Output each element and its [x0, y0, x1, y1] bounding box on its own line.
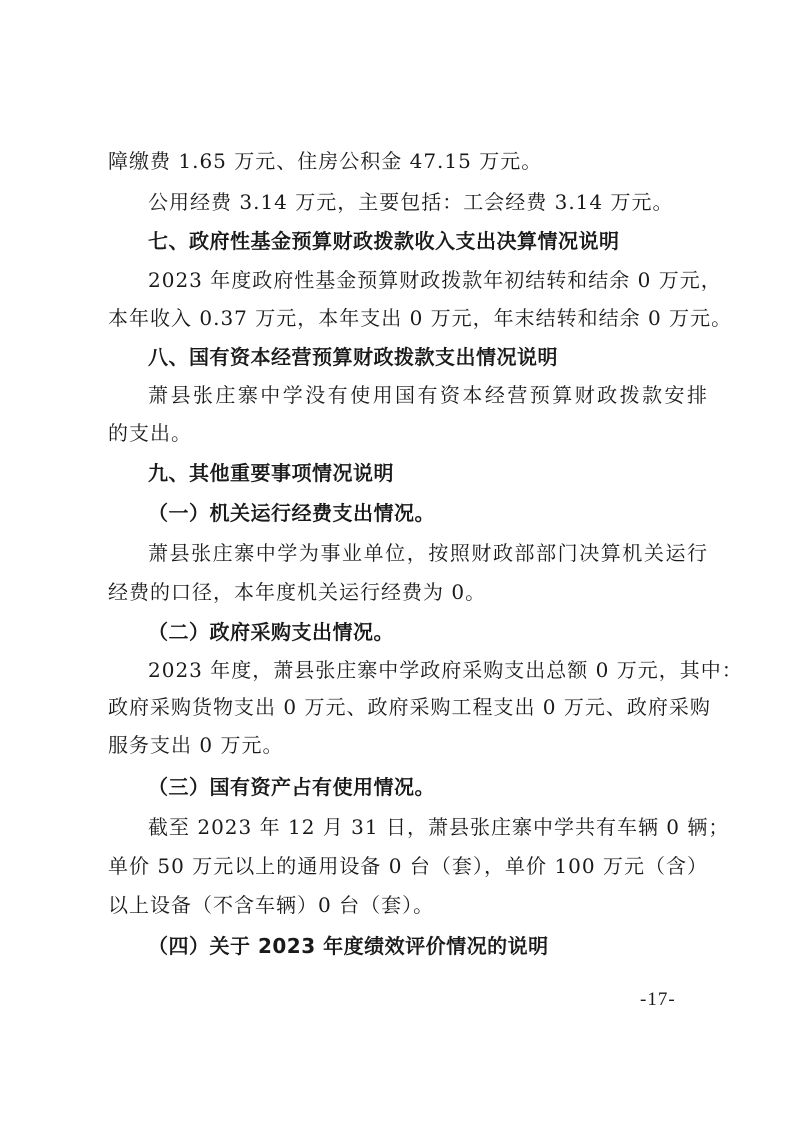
paragraph-line: 公用经费 3.14 万元，主要包括：工会经费 3.14 万元。: [148, 190, 674, 214]
paragraph-line: 单价 50 万元以上的通用设备 0 台（套），单价 100 万元（含）: [108, 854, 708, 878]
paragraph-line: 萧县张庄寨中学没有使用国有资本经营预算财政拨款安排: [148, 383, 708, 407]
section-heading: 七、政府性基金预算财政拨款收入支出决算情况说明: [148, 229, 620, 253]
subsection-heading: （一）机关运行经费支出情况。: [148, 501, 435, 525]
subsection-heading: （三）国有资产占有使用情况。: [148, 775, 435, 799]
paragraph-line: 2023 年度政府性基金预算财政拨款年初结转和结余 0 万元，: [148, 268, 722, 292]
paragraph-line: 2023 年度，萧县张庄寨中学政府采购支出总额 0 万元，其中：: [148, 658, 743, 682]
paragraph-line: 以上设备（不含车辆）0 台（套）。: [108, 893, 435, 917]
subsection-heading: （二）政府采购支出情况。: [148, 620, 394, 644]
paragraph-line: 截至 2023 年 12 月 31 日，萧县张庄寨中学共有车辆 0 辆；: [148, 815, 730, 839]
section-heading: 九、其他重要事项情况说明: [148, 461, 394, 485]
paragraph-line: 障缴费 1.65 万元、住房公积金 47.15 万元。: [108, 149, 543, 173]
paragraph-line: 萧县张庄寨中学为事业单位，按照财政部部门决算机关运行: [148, 541, 708, 565]
page-number: -17-: [640, 989, 676, 1010]
paragraph-line: 政府采购货物支出 0 万元、政府采购工程支出 0 万元、政府采购: [108, 695, 711, 719]
paragraph-line: 本年收入 0.37 万元，本年支出 0 万元，年末结转和结余 0 万元。: [108, 306, 733, 330]
section-heading: 八、国有资本经营预算财政拨款支出情况说明: [148, 345, 558, 369]
paragraph-line: 经费的口径，本年度机关运行经费为 0。: [108, 580, 487, 604]
paragraph-line: 的支出。: [108, 421, 192, 445]
paragraph-line: 服务支出 0 万元。: [108, 733, 284, 757]
subsection-heading: （四）关于 2023 年度绩效评价情况的说明: [148, 934, 549, 958]
